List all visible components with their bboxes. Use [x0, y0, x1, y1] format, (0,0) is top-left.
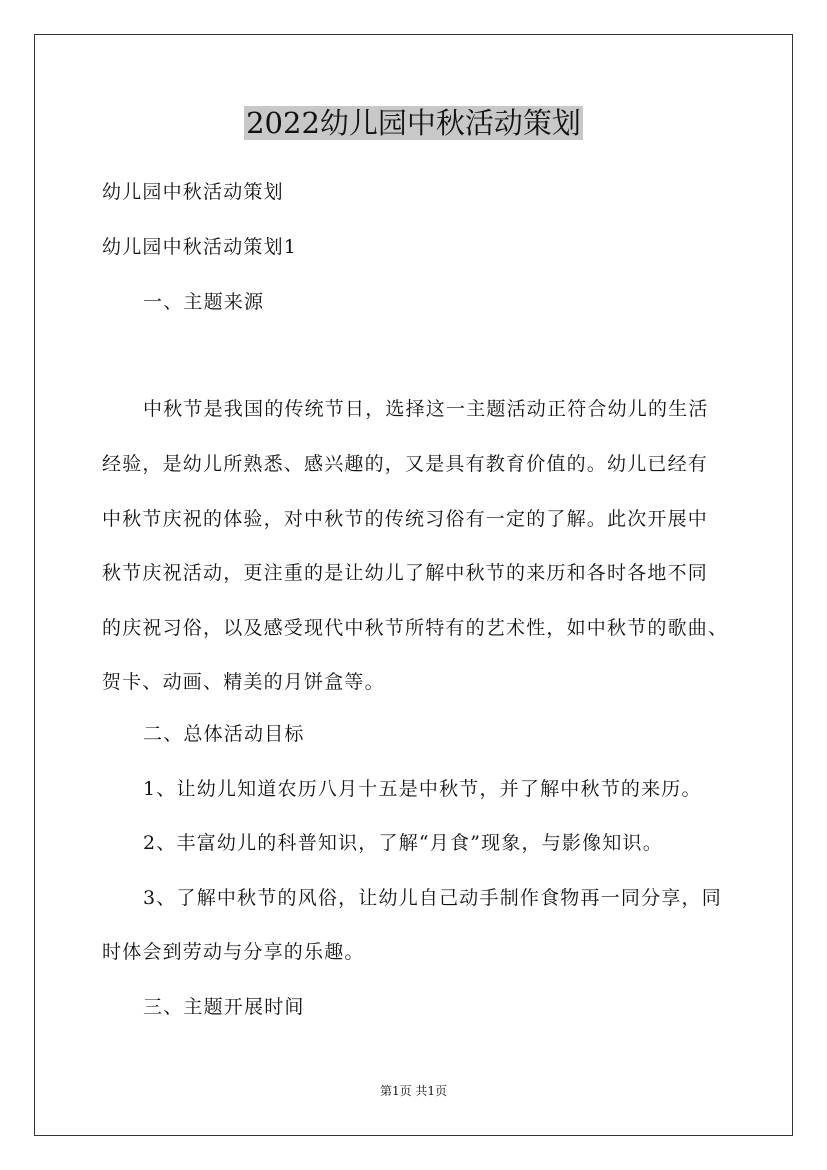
section-heading-line: 幼儿园中秋活动策划1: [102, 236, 298, 258]
goal-item-3: 3、了解中秋节的风俗，让幼儿自己动手制作食物再一同分享，同: [143, 887, 722, 909]
section-heading-schedule: 三、主题开展时间: [143, 996, 305, 1018]
document-title: [0, 100, 827, 146]
paragraph-line: 秋节庆祝活动，更注重的是让幼儿了解中秋节的来历和各时各地不同: [102, 562, 709, 584]
paragraph-line: 经验，是幼儿所熟悉、感兴趣的，又是具有教育价值的。幼儿已经有: [102, 453, 709, 475]
goal-item-2: 2、丰富幼儿的科普知识，了解“月食”现象，与影像知识。: [143, 832, 663, 854]
section-heading-topic-source: 一、主题来源: [143, 291, 265, 313]
goal-item-1: 1、让幼儿知道农历八月十五是中秋节，并了解中秋节的来历。: [143, 778, 702, 800]
goal-item-3-continued: 时体会到劳动与分享的乐趣。: [102, 941, 365, 963]
subtitle-line: 幼儿园中秋活动策划: [102, 181, 284, 203]
paragraph-line: 的庆祝习俗，以及感受现代中秋节所特有的艺术性，如中秋节的歌曲、: [102, 617, 729, 639]
paragraph-line: 中秋节是我国的传统节日，选择这一主题活动正符合幼儿的生活: [143, 398, 709, 420]
paragraph-line: 中秋节庆祝的体验，对中秋节的传统习俗有一定的了解。此次开展中: [102, 508, 709, 530]
document-title-text: 2022幼儿园中秋活动策划: [246, 106, 581, 140]
page-footer: 第1页 共1页: [379, 1084, 448, 1098]
paragraph-line: 贺卡、动画、精美的月饼盒等。: [102, 671, 385, 693]
section-heading-goals: 二、总体活动目标: [143, 723, 305, 745]
